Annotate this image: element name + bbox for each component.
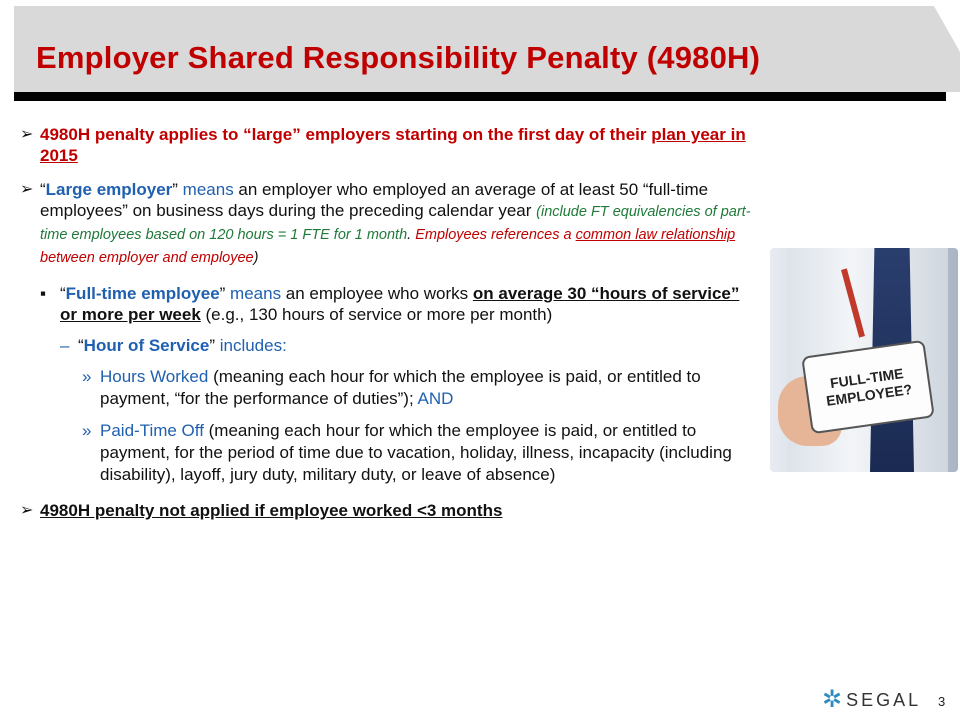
close-paren: ): [253, 250, 259, 266]
means-text: means: [225, 284, 282, 303]
thirty-hours-text: on average 30 “hours of service” or more per week: [60, 284, 740, 324]
page-number: 3: [938, 694, 946, 709]
arrow-bullet-icon: ➢: [20, 181, 34, 198]
bullet-full-time-employee: [20, 283, 755, 325]
quote-open: “: [40, 180, 46, 199]
slide-title: Employer Shared Responsibility Penalty (4980H): [36, 40, 761, 75]
bullet-hour-of-service: [20, 335, 755, 356]
and-text: AND: [417, 389, 454, 408]
quote-open: “: [60, 284, 66, 303]
common-law-underlined: common law relationship: [575, 227, 736, 243]
quote-close: ”: [219, 284, 226, 303]
term-hour-of-service: Hour of Service: [83, 336, 210, 355]
bullet-hours-worked: [20, 366, 755, 410]
bullet-text: 4980H penalty applies to “large” employers starting on the first day of their: [40, 125, 652, 144]
bullet-large-employer-penalty: [20, 124, 755, 166]
term-hours-worked: Hours Worked: [100, 367, 209, 386]
paid-time-off-text: (meaning each hour for which the employee is paid, or entitled to payment, for the period of time due to vacation, holiday, illness, incapacity (including disability), layoff, jury duty, military duty, or leave of absence): [100, 421, 732, 484]
hours-worked-text: (meaning each hour for which the employee is paid, or entitled to payment, “for the performance of duties”);: [100, 367, 701, 408]
definition-text: an employee who works: [281, 284, 473, 303]
chevron-bullet-icon: »: [82, 367, 92, 386]
term-large-employer: Large employer: [45, 180, 173, 199]
means-text: means: [177, 180, 234, 199]
id-badge: FULL-TIME EMPLOYEE?: [801, 340, 935, 434]
plan-year-text: plan year in 2015: [40, 125, 746, 165]
common-law-note: Employees references a: [415, 227, 576, 243]
term-full-time-employee: Full-time employee: [65, 284, 220, 303]
chevron-bullet-icon: »: [82, 421, 92, 440]
penalty-not-applied-text: 4980H penalty not applied if employee worked <3 months: [40, 501, 503, 520]
arrow-bullet-icon: ➢: [20, 502, 34, 519]
term-paid-time-off: Paid-Time Off: [100, 421, 204, 440]
dash-bullet-icon: –: [60, 336, 70, 355]
star-logo-icon: ✲: [822, 686, 843, 713]
quote-close: ”: [172, 180, 178, 199]
example-text: (e.g., 130 hours of service or more per month): [200, 305, 553, 324]
common-law-note-end: between employer and employee: [40, 250, 254, 266]
definition-text: an employer who employed an average of at least 50 “full-time employees” on business days during the preceding calendar year: [40, 180, 709, 220]
title-rule: [14, 92, 946, 101]
bullet-paid-time-off: [20, 420, 755, 486]
bullet-large-employer-definition: [20, 179, 755, 269]
segal-logo: [822, 688, 921, 712]
arrow-bullet-icon: ➢: [20, 126, 34, 143]
period-text: .: [407, 227, 416, 243]
bullet-penalty-not-applied: [20, 500, 755, 521]
includes-text: includes:: [215, 336, 287, 355]
quote-close: ”: [209, 336, 215, 355]
fte-note: (include FT equivalencies of part-time employees based on 120 hours = 1 FTE for 1 month: [40, 204, 751, 243]
brand-name: SEGAL: [846, 689, 922, 710]
slide-content: [20, 124, 755, 521]
full-time-employee-photo: [770, 248, 958, 472]
quote-open: “: [78, 336, 84, 355]
dot-bullet-icon: ▪: [40, 284, 47, 303]
